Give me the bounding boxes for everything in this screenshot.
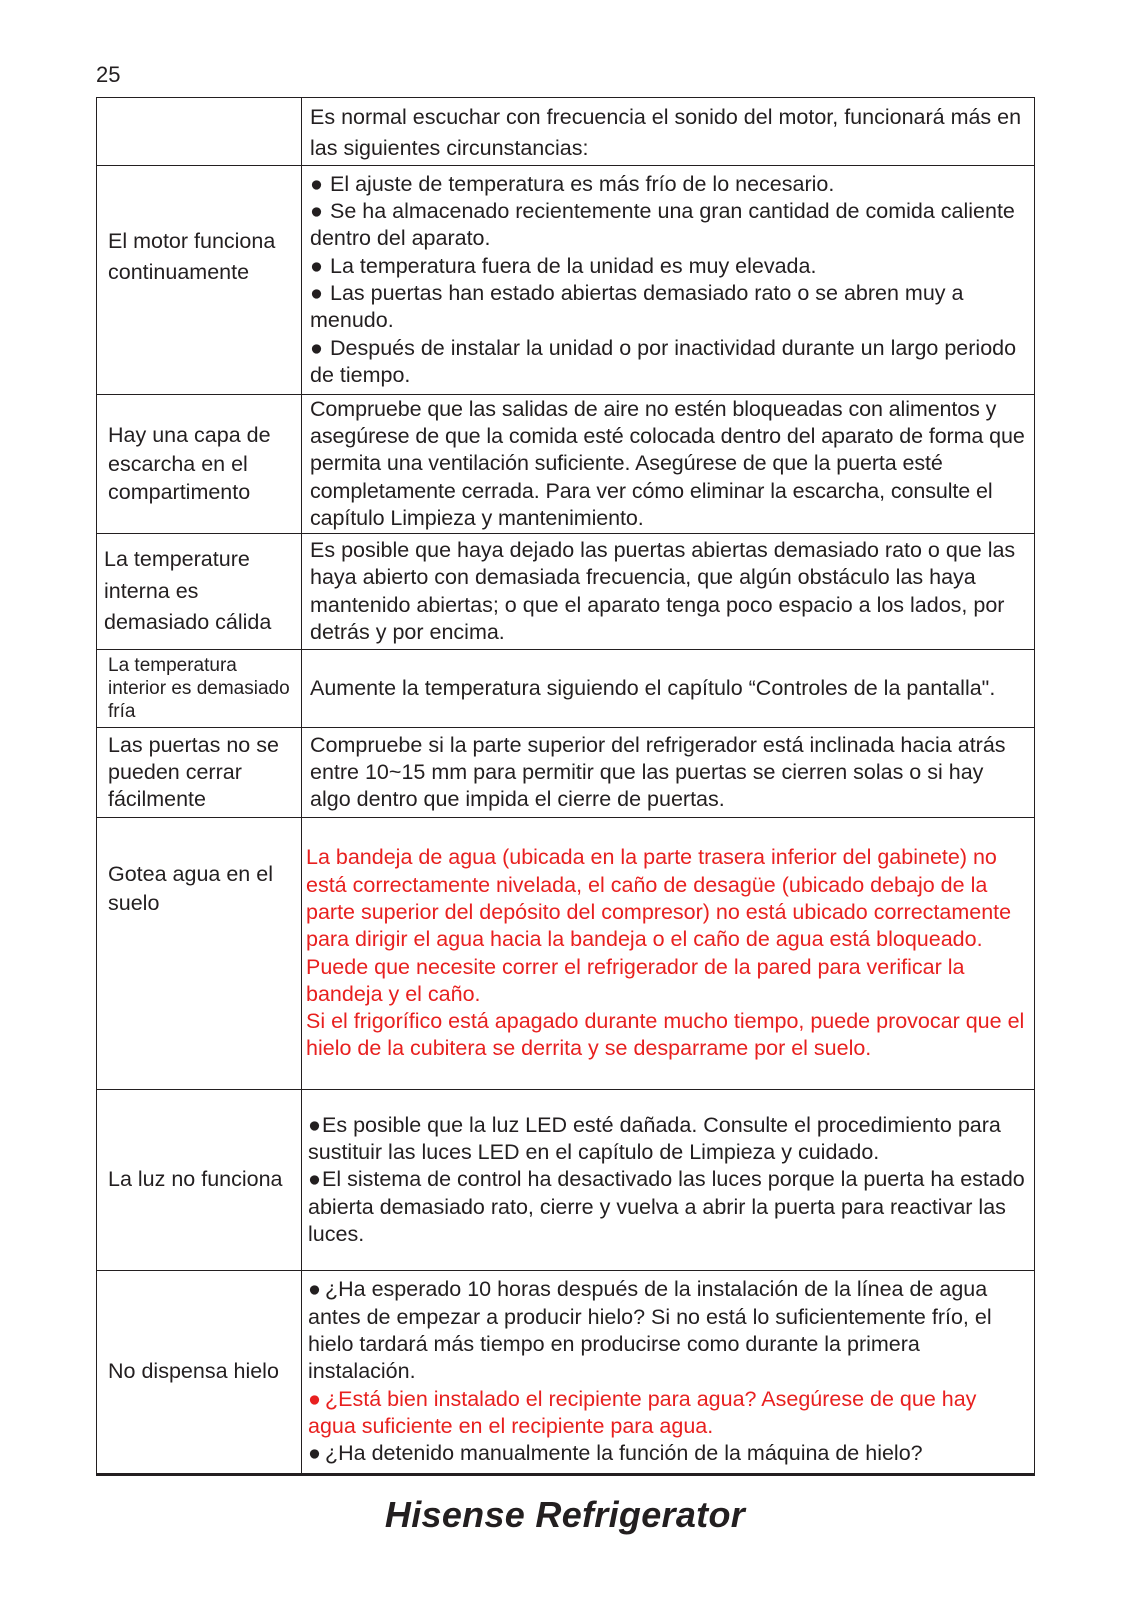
solution-bullet: ●Es posible que la luz LED esté dañada. Consulte el procedimiento para sustituir las luces LED en el capítulo de Limpieza y cuidado. bbox=[308, 1112, 1001, 1165]
table-row-frost bbox=[97, 395, 1035, 534]
solution-bullet: ● ¿Ha detenido manualmente la función de la máquina de hielo? bbox=[308, 1440, 1030, 1467]
solution-cell bbox=[302, 166, 1035, 395]
bullet-dot-icon: ● bbox=[308, 1277, 321, 1302]
bullet-dot-icon: ● bbox=[310, 253, 323, 278]
table-row-warm bbox=[97, 534, 1035, 650]
table-row-intro bbox=[97, 98, 1035, 166]
problem-cell bbox=[97, 166, 302, 395]
solution-bullet: ● ¿Ha esperado 10 horas después de la instalación de la línea de agua antes de empezar a producir hielo? Si no está lo suficientemente frío, el hielo tardará más tiempo en producirse como durante la primera instalación. bbox=[308, 1277, 992, 1384]
solution-cell bbox=[302, 395, 1035, 534]
solution-bullet: ● Se ha almacenado recientemente una gran cantidad de comida caliente dentro del aparato. bbox=[310, 199, 1015, 251]
solution-paragraph: Compruebe que las salidas de aire no estén bloqueadas con alimentos y asegúrese de que la comida esté colocada dentro del aparato de forma que permita una ventilación suficiente. Asegúrese de que la puerta esté completamente cerrada. Para ver cómo eliminar la escarcha, consulte el capítulo Limpieza y mantenimiento. bbox=[310, 396, 1025, 530]
solution-paragraph-warning: La bandeja de agua (ubicada en la parte trasera inferior del gabinete) no está correctamente nivelada, el caño de desagüe (ubicado debajo de la parte superior del depósito del compresor) no está ubicado correctamente para dirigir el agua hacia la bandeja o el caño de agua está bloqueado. Puede que necesite correr el refrigerador de la pared para verificar la bandeja y el caño. bbox=[306, 845, 1012, 1006]
problem-text: Gotea agua en el suelo bbox=[108, 862, 273, 915]
problem-text: No dispensa hielo bbox=[108, 1359, 279, 1384]
bullet-dot-icon: ● bbox=[308, 1167, 321, 1192]
bullet-dot-icon: ● bbox=[308, 1386, 321, 1411]
problem-text: Hay una capa de escarcha en el compartimento bbox=[108, 423, 271, 505]
problem-text: La temperature interna es demasiado cálida bbox=[104, 547, 272, 635]
problem-cell bbox=[97, 728, 302, 818]
bullet-dot-icon: ● bbox=[310, 199, 323, 224]
solution-cell bbox=[302, 818, 1035, 1090]
problem-text: El motor funciona continuamente bbox=[108, 228, 276, 284]
solution-paragraph: Es normal escuchar con frecuencia el sonido del motor, funcionará más en las siguientes circunstancias: bbox=[310, 104, 1022, 160]
solution-cell bbox=[302, 650, 1035, 728]
solution-paragraph: Compruebe si la parte superior del refrigerador está inclinada hacia atrás entre 10~15 mm para permitir que las puertas se cierren solas o si hay algo dentro que impida el cierre de puertas. bbox=[310, 732, 1006, 812]
solution-bullet: ● La temperatura fuera de la unidad es muy elevada. bbox=[310, 253, 1030, 280]
brand-footer: Hisense Refrigerator bbox=[384, 1494, 746, 1535]
problem-cell bbox=[97, 650, 302, 728]
solution-bullet: ● El ajuste de temperatura es más frío de lo necesario. bbox=[310, 171, 1030, 198]
bullet-dot-icon: ● bbox=[310, 171, 323, 196]
table-row-ice bbox=[97, 1271, 1035, 1475]
table-row-motor bbox=[97, 166, 1035, 395]
problem-text: La luz no funciona bbox=[108, 1167, 283, 1192]
page-number: 25 bbox=[96, 62, 121, 87]
problem-cell bbox=[97, 534, 302, 650]
bullet-dot-icon: ● bbox=[308, 1441, 321, 1466]
solution-cell bbox=[302, 534, 1035, 650]
problem-text: La temperatura interior es demasiado fría bbox=[108, 655, 290, 722]
bullet-dot-icon: ● bbox=[310, 281, 323, 305]
solution-cell bbox=[302, 1090, 1035, 1271]
table-row-doors bbox=[97, 728, 1035, 818]
solution-bullet-warning: ● ¿Está bien instalado el recipiente para agua? Asegúrese de que hay agua suficiente en el recipiente para agua. bbox=[308, 1386, 977, 1438]
troubleshooting-table bbox=[96, 97, 1035, 1476]
table-row-light bbox=[97, 1090, 1035, 1271]
solution-paragraph: Aumente la temperatura siguiendo el capítulo “Controles de la pantalla". bbox=[310, 675, 996, 700]
bullet-dot-icon: ● bbox=[310, 335, 323, 360]
solution-paragraph-warning: Si el frigorífico está apagado durante mucho tiempo, puede provocar que el hielo de la cubitera se derrita y se desparrame por el suelo. bbox=[306, 1009, 1025, 1061]
solution-bullet: ● Después de instalar la unidad o por inactividad durante un largo periodo de tiempo. bbox=[310, 335, 1017, 387]
problem-cell bbox=[97, 1090, 302, 1271]
problem-cell bbox=[97, 818, 302, 1090]
table-row-leak bbox=[97, 818, 1035, 1090]
problem-text: Las puertas no se pueden cerrar fácilmente bbox=[108, 732, 279, 812]
solution-bullet: ● Las puertas han estado abiertas demasiado rato o se abren muy a menudo. bbox=[310, 281, 964, 333]
solution-cell bbox=[302, 728, 1035, 818]
solution-bullet: ●El sistema de control ha desactivado las luces porque la puerta ha estado abierta demasiado rato, cierre y vuelva a abrir la puerta para reactivar las luces. bbox=[308, 1167, 1025, 1246]
problem-cell bbox=[97, 1271, 302, 1475]
solution-paragraph: Es posible que haya dejado las puertas abiertas demasiado rato o que las haya abierto con demasiada frecuencia, que algún obstáculo las haya mantenido abiertas; o que el aparato tenga poco espacio a los lados, por detrás y por encima. bbox=[310, 537, 1016, 644]
solution-cell bbox=[302, 98, 1035, 166]
solution-cell bbox=[302, 1271, 1035, 1475]
problem-cell bbox=[97, 98, 302, 166]
table-row-cold bbox=[97, 650, 1035, 728]
bullet-dot-icon: ● bbox=[308, 1112, 321, 1137]
problem-cell bbox=[97, 395, 302, 534]
